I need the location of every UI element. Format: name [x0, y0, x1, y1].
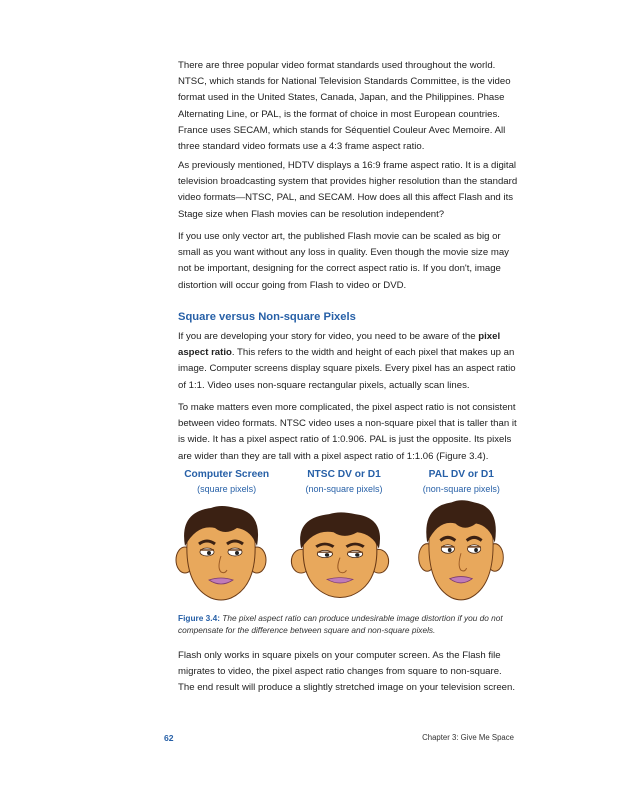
face-square	[176, 506, 266, 600]
section-heading: Square versus Non-square Pixels	[178, 311, 356, 323]
label-ntsc: NTSC DV or D1 (non-square pixels)	[305, 469, 383, 494]
paragraph-hdtv: As previously mentioned, HDTV displays a 16:9 frame aspect ratio. It is a digital television broadcasting system that provides higher resolution than the standard video formats—NTSC, PAL, and SECAM. How does all this affect Flash and its Stage size when Flash movies can be resolution independent?	[178, 160, 518, 220]
label-computer-screen: Computer Screen (square pixels)	[184, 469, 270, 494]
figure-caption: Figure 3.4: The pixel aspect ratio can produce undesirable image distortion if you do not compensate for the difference between square and non-square pixels.	[178, 613, 503, 635]
p4-term: pixel aspect ratio	[178, 331, 501, 359]
figure-labels	[168, 468, 520, 496]
p4-start: If you are developing your story for video, you need to be aware of the	[178, 331, 479, 342]
figure-faces	[164, 500, 514, 602]
paragraph-pixel-aspect	[178, 329, 518, 394]
p4-end: . This refers to the width and height of each pixel that makes up an image. Computer screens display square pixels. Every pixel has an aspect ratio of 1:1. Video uses non-square rectangular pixels, actually scan lines.	[178, 347, 516, 391]
page-number: 62	[164, 733, 174, 743]
face-pal	[419, 500, 504, 600]
label-pal: PAL DV or D1 (non-square pixels)	[422, 469, 500, 494]
paragraph-vector: If you use only vector art, the published Flash movie can be scaled as big or small as you want without any loss in quality. Even though the movie size may not be important, designing for the correct aspect ratio is. If you don't, image distortion will occur going from Flash to video or DVD.	[178, 231, 509, 291]
face-ntsc	[291, 512, 388, 597]
chapter-title: Chapter 3: Give Me Space	[422, 733, 514, 742]
paragraph-consistency: To make matters even more complicated, the pixel aspect ratio is not consistent between video formats. NTSC video uses a non-square pixel that is taller than it is wide. It has a pixel aspect ratio of 1:0.906. PAL is just the opposite. Its pixels are wider than they are tall with a pixel aspect ratio of 1:1.06 (Figure 3.4).	[178, 402, 517, 462]
paragraph-flash-square: Flash only works in square pixels on your computer screen. As the Flash file migrates to video, the pixel aspect ratio changes from square to non-square. The end result will produce a slightly stretched image on your television screen.	[178, 650, 516, 694]
paragraph-formats: There are three popular video format standards used throughout the world. NTSC, which stands for National Television Standards Committee, is the video format used in the United States, Canada, Japan, and the Philippines. Phase Alternating Line, or PAL, is the format of choice in most European countries. France uses SECAM, which stands for Séquentiel Couleur Avec Memoire. All three standard video formats use a 4:3 frame aspect ratio.	[178, 60, 511, 153]
